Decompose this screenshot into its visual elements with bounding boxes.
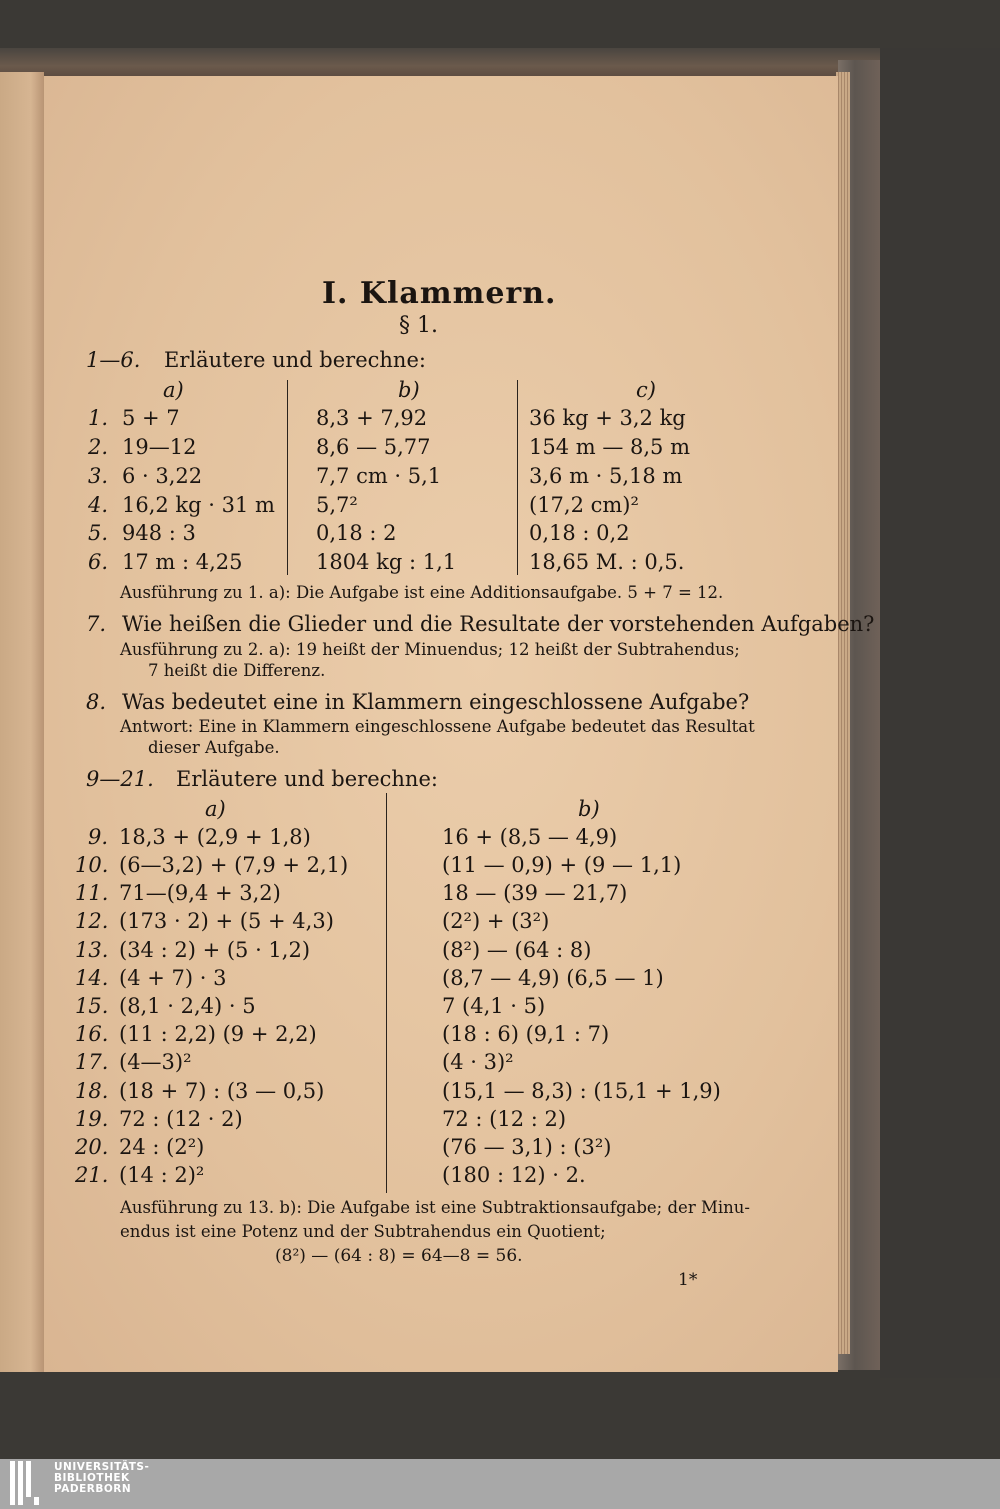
- row-b: (8,7 — 4,9) (6,5 — 1): [442, 966, 664, 990]
- row-b: 72 : (12 : 2): [442, 1107, 567, 1131]
- row-c: 18,65 M. : 0,5.: [529, 550, 685, 574]
- row-a: (14 : 2)²: [119, 1163, 205, 1187]
- row-b: 1804 kg : 1,1: [316, 550, 457, 574]
- row-a: (11 : 2,2) (9 + 2,2): [119, 1022, 317, 1046]
- group2-heading-text: Erläutere und berechne:: [176, 767, 438, 791]
- row-num: 15.: [75, 994, 109, 1018]
- row-b: (2²) + (3²): [442, 909, 550, 933]
- row-num: 14.: [75, 966, 109, 990]
- row-a: 17 m : 4,25: [122, 550, 243, 574]
- row-a: (173 · 2) + (5 + 4,3): [119, 909, 334, 933]
- group2-heading-num: 9—21.: [86, 767, 154, 791]
- row-a: 18,3 + (2,9 + 1,8): [119, 825, 311, 849]
- row-b: (8²) — (64 : 8): [442, 938, 592, 962]
- left-page-edge: [0, 72, 44, 1372]
- row-num: 18.: [75, 1079, 109, 1103]
- row-num: 19.: [75, 1107, 109, 1131]
- section-mark: § 1.: [399, 313, 438, 338]
- row-num: 3.: [88, 464, 109, 488]
- row-a: 5 + 7: [122, 406, 180, 430]
- row-num: 12.: [75, 909, 109, 933]
- row-c: 0,18 : 0,2: [529, 521, 630, 545]
- q7-num: 7.: [86, 612, 107, 636]
- row-b: 8,6 — 5,77: [316, 435, 431, 459]
- row-a: 19—12: [122, 435, 197, 459]
- row-a: 6 · 3,22: [122, 464, 203, 488]
- row-b: 18 — (39 — 21,7): [442, 881, 628, 905]
- group2-note-line1: Ausführung zu 13. b): Die Aufgabe ist eine Subtraktionsaufgabe; der Minu-: [120, 1198, 750, 1217]
- group1-col-c: c): [636, 378, 656, 402]
- row-c: (17,2 cm)²: [529, 493, 639, 517]
- row-num: 10.: [75, 853, 109, 877]
- row-b: 16 + (8,5 — 4,9): [442, 825, 618, 849]
- group2-col-a: a): [205, 797, 226, 821]
- row-a: (18 + 7) : (3 — 0,5): [119, 1079, 325, 1103]
- row-a: 72 : (12 · 2): [119, 1107, 243, 1131]
- row-b: 7 (4,1 · 5): [442, 994, 546, 1018]
- row-num: 6.: [88, 550, 109, 574]
- library-name-line2: BIBLIOTHEK: [54, 1472, 130, 1484]
- row-b: (18 : 6) (9,1 : 7): [442, 1022, 610, 1046]
- group1-heading-num: 1—6.: [86, 348, 141, 372]
- group2-divider: [386, 793, 387, 1193]
- row-num: 20.: [75, 1135, 109, 1159]
- row-num: 11.: [75, 881, 109, 905]
- row-a: (6—3,2) + (7,9 + 2,1): [119, 853, 349, 877]
- row-num: 13.: [75, 938, 109, 962]
- group2-col-b: b): [578, 797, 600, 821]
- row-a: (8,1 · 2,4) · 5: [119, 994, 256, 1018]
- row-b: 5,7²: [316, 493, 358, 517]
- group2-note-line3: (8²) — (64 : 8) = 64—8 = 56.: [275, 1246, 523, 1266]
- row-b: (11 — 0,9) + (9 — 1,1): [442, 853, 682, 877]
- row-b: (4 · 3)²: [442, 1050, 514, 1074]
- library-footer-bar: [0, 1459, 1000, 1509]
- q8-answer-line1: Antwort: Eine in Klammern eingeschlossene Aufgabe bedeutet das Resultat: [120, 717, 755, 736]
- row-num: 9.: [88, 825, 109, 849]
- book-top-edge: [0, 48, 880, 78]
- row-b: (180 : 12) · 2.: [442, 1163, 586, 1187]
- q7-note-line1: Ausführung zu 2. a): 19 heißt der Minuendus; 12 heißt der Subtrahendus;: [120, 640, 740, 659]
- row-c: 154 m — 8,5 m: [529, 435, 691, 459]
- row-num: 5.: [88, 521, 109, 545]
- page-edges: [836, 72, 850, 1354]
- library-logo-icon: [10, 1461, 46, 1505]
- row-b: 0,18 : 2: [316, 521, 397, 545]
- row-num: 16.: [75, 1022, 109, 1046]
- chapter-title: I. Klammern.: [322, 276, 557, 311]
- row-b: 7,7 cm · 5,1: [316, 464, 442, 488]
- q8-text: Was bedeutet eine in Klammern eingeschlossene Aufgabe?: [122, 690, 750, 714]
- q8-answer-line2: dieser Aufgabe.: [148, 738, 280, 757]
- row-a: (34 : 2) + (5 · 1,2): [119, 938, 311, 962]
- row-c: 3,6 m · 5,18 m: [529, 464, 683, 488]
- group1-heading-text: Erläutere und berechne:: [164, 348, 426, 372]
- row-b: 8,3 + 7,92: [316, 406, 428, 430]
- q7-note-line2: 7 heißt die Differenz.: [148, 661, 326, 680]
- row-a: 948 : 3: [122, 521, 196, 545]
- row-b: (15,1 — 8,3) : (15,1 + 1,9): [442, 1079, 721, 1103]
- row-a: 16,2 kg · 31 m: [122, 493, 275, 517]
- library-name-line1: UNIVERSITÄTS-: [54, 1461, 150, 1473]
- group1-col-b: b): [398, 378, 420, 402]
- row-num: 17.: [75, 1050, 109, 1074]
- row-num: 1.: [88, 406, 109, 430]
- group2-note-line2: endus ist eine Potenz und der Subtrahendus ein Quotient;: [120, 1222, 606, 1241]
- row-num: 2.: [88, 435, 109, 459]
- q7-text: Wie heißen die Glieder und die Resultate der vorstehenden Aufgaben?: [122, 612, 875, 636]
- row-a: 71—(9,4 + 3,2): [119, 881, 281, 905]
- group1-note: Ausführung zu 1. a): Die Aufgabe ist eine Additionsaufgabe. 5 + 7 = 12.: [120, 583, 724, 602]
- row-b: (76 — 3,1) : (3²): [442, 1135, 612, 1159]
- row-num: 4.: [88, 493, 109, 517]
- group1-divider-1: [287, 380, 288, 575]
- row-a: (4—3)²: [119, 1050, 192, 1074]
- row-a: 24 : (2²): [119, 1135, 205, 1159]
- row-c: 36 kg + 3,2 kg: [529, 406, 686, 430]
- row-num: 21.: [75, 1163, 109, 1187]
- page-number: 1*: [678, 1270, 698, 1290]
- library-name-line3: PADERBORN: [54, 1483, 132, 1495]
- row-a: (4 + 7) · 3: [119, 966, 227, 990]
- group1-divider-2: [517, 380, 518, 575]
- cover-board-dark: [880, 48, 1000, 1378]
- group1-col-a: a): [163, 378, 184, 402]
- q8-num: 8.: [86, 690, 107, 714]
